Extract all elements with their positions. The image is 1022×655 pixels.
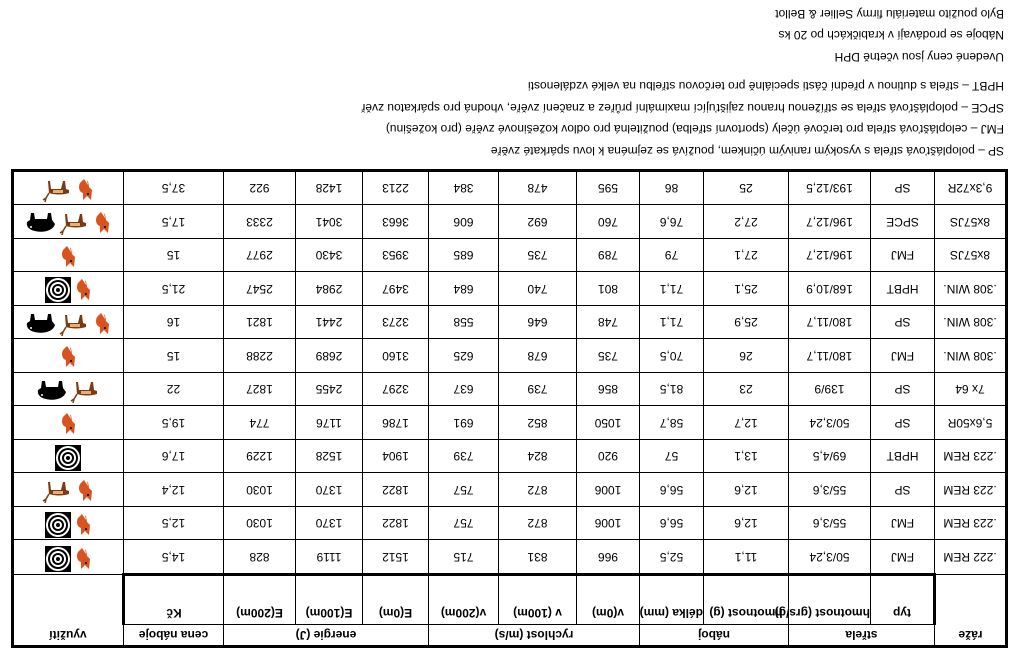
usage-cell — [13, 339, 124, 373]
deer-icon — [71, 375, 101, 404]
usage-cell — [13, 440, 124, 474]
table-cell: 2333 — [224, 205, 296, 239]
table-cell: 748 — [577, 306, 640, 340]
table-cell: 824 — [499, 440, 577, 474]
footnote-spce: SPCE – poloplášťová střela se stříženou hranou zajišťující maximální průřez a značení zvěře, vhodná pro spárkatou zvěř — [361, 101, 1004, 115]
deer-icon — [43, 475, 73, 504]
target-icon — [45, 509, 71, 538]
usage-cell — [13, 205, 124, 239]
fox-icon — [60, 342, 78, 369]
table-cell: 637 — [429, 373, 499, 407]
table-cell: 1827 — [224, 373, 296, 407]
table-cell: 920 — [577, 440, 640, 474]
table-cell: 735 — [577, 339, 640, 373]
table-row — [13, 373, 1007, 407]
fox-icon — [76, 476, 94, 503]
table-cell: 684 — [429, 272, 499, 306]
table-cell: 3663 — [363, 205, 429, 239]
table-cell: 7x 64 — [935, 373, 1007, 407]
table-cell: 3430 — [296, 239, 363, 273]
header-raze: ráže — [935, 575, 1007, 647]
table-cell: 180/11,7 — [789, 306, 871, 340]
footnote-fmj: FMJ – celoplášťová střela pro terčové účely (sportovní střelba) použitelná pro odlov kožešinové zvěře (pro kožešinu) — [385, 122, 1004, 137]
fox-icon — [74, 275, 92, 302]
table-cell: 789 — [577, 239, 640, 273]
table-cell: 692 — [499, 205, 577, 239]
table-cell: 16 — [124, 306, 224, 340]
table-cell: 739 — [499, 373, 577, 407]
table-cell: 168/10,9 — [789, 272, 871, 306]
footnote-prices: Uvedené ceny jsou včetně DPH — [834, 50, 1004, 64]
table-cell: 56,6 — [640, 507, 704, 541]
table-cell: 86 — [640, 171, 704, 206]
table-cell: 1370 — [296, 507, 363, 541]
table-cell: SPCE — [871, 205, 935, 239]
table-row — [13, 440, 1007, 474]
header-rychlost: rychlost (m/s) — [429, 625, 640, 647]
table-cell: 25,1 — [704, 272, 789, 306]
table-cell: FMJ — [871, 339, 935, 373]
table-cell: 678 — [499, 339, 577, 373]
table-cell: 8x57JS — [935, 239, 1007, 273]
usage-cell — [13, 507, 124, 541]
header-naboj: náboj — [640, 625, 789, 647]
table-cell: 3297 — [363, 373, 429, 407]
table-cell: 1006 — [577, 473, 640, 507]
table-cell: 57 — [640, 440, 704, 474]
table-cell: 1006 — [577, 507, 640, 541]
table-cell: 12,6 — [704, 507, 789, 541]
fox-icon — [74, 544, 92, 571]
table-cell: 646 — [499, 306, 577, 340]
footnote-sp: SP – poloplášťová střela s vysokým ranivým účinkem, používá se zejména k lovu spárkaté zvěře — [490, 144, 1004, 158]
table-cell: FMJ — [871, 540, 935, 575]
table-cell: 2547 — [224, 272, 296, 306]
usage-cell — [13, 373, 124, 407]
table-cell: 25,9 — [704, 306, 789, 340]
table-cell: 27,1 — [704, 239, 789, 273]
table-cell: 774 — [224, 406, 296, 440]
table-cell: 760 — [577, 205, 640, 239]
table-cell: 22 — [124, 373, 224, 407]
table-row — [13, 239, 1007, 273]
table-cell: 3497 — [363, 272, 429, 306]
header-vyuziti: využití — [13, 575, 124, 647]
table-cell: 828 — [224, 540, 296, 575]
table-row — [13, 339, 1007, 373]
table-cell: 17,5 — [124, 205, 224, 239]
table-cell: 1119 — [296, 540, 363, 575]
table-cell: 1428 — [296, 171, 363, 206]
table-cell: 9,3x72R — [935, 171, 1007, 206]
table-row — [13, 540, 1007, 575]
usage-cell — [13, 306, 124, 340]
table-row — [13, 205, 1007, 239]
target-icon — [56, 442, 82, 471]
table-cell: 69/4,5 — [789, 440, 871, 474]
table-cell: FMJ — [871, 507, 935, 541]
table-cell: 1050 — [577, 406, 640, 440]
table-cell: 739 — [429, 440, 499, 474]
table-cell: 1822 — [363, 473, 429, 507]
fox-icon — [74, 510, 92, 537]
table-cell: 478 — [499, 171, 577, 206]
sub-header-7: E(0m) — [363, 575, 429, 625]
table-cell: 691 — [429, 406, 499, 440]
header-cena: cena náboje — [124, 625, 224, 647]
table-cell: 58,7 — [640, 406, 704, 440]
table-cell: 740 — [499, 272, 577, 306]
table-cell: 196/12,7 — [789, 205, 871, 239]
table-cell: 922 — [224, 171, 296, 206]
table-cell: 1370 — [296, 473, 363, 507]
table-cell: 193/12,5 — [789, 171, 871, 206]
fox-icon — [76, 175, 94, 202]
table-cell: 625 — [429, 339, 499, 373]
table-cell: 70,5 — [640, 339, 704, 373]
table-cell: 180/11,7 — [789, 339, 871, 373]
sub-header-6: v(200m) — [429, 575, 499, 625]
usage-cell — [13, 171, 124, 206]
table-cell: .308 WIN. — [935, 306, 1007, 340]
sub-header-row — [13, 575, 1007, 625]
table-cell: 5,6x50R — [935, 406, 1007, 440]
sub-header-3: délka (mm) — [640, 575, 704, 625]
table-cell: SP — [871, 373, 935, 407]
table-cell: 1512 — [363, 540, 429, 575]
table-cell: 21,5 — [124, 272, 224, 306]
table-cell: .222 REM — [935, 540, 1007, 575]
footnote-packs: Náboje se prodávají v krabičkách po 20 ks — [778, 28, 1004, 43]
sub-header-0: typ — [871, 575, 935, 625]
table-cell: 15 — [124, 339, 224, 373]
table-cell: 966 — [577, 540, 640, 575]
table-row — [13, 507, 1007, 541]
table-cell: 2455 — [296, 373, 363, 407]
table-cell: 56,6 — [640, 473, 704, 507]
table-cell: .223 REM — [935, 473, 1007, 507]
table-cell: 1030 — [224, 473, 296, 507]
footnote-gap — [14, 67, 1004, 75]
sub-header-8: E(100m) — [296, 575, 363, 625]
table-cell: 76,6 — [640, 205, 704, 239]
table-cell: 14,5 — [124, 540, 224, 575]
table-cell: SP — [871, 171, 935, 206]
table-cell: 715 — [429, 540, 499, 575]
table-cell: 196/12,7 — [789, 239, 871, 273]
table-cell: 606 — [429, 205, 499, 239]
fox-icon — [60, 409, 78, 436]
usage-cell — [13, 406, 124, 440]
table-cell: 8x57JS — [935, 205, 1007, 239]
table-cell: 17,6 — [124, 440, 224, 474]
table-cell: SP — [871, 306, 935, 340]
table-row — [13, 306, 1007, 340]
table-cell: 15 — [124, 239, 224, 273]
table-row — [13, 406, 1007, 440]
table-cell: 55/3,6 — [789, 473, 871, 507]
table-cell: 23 — [704, 373, 789, 407]
table-cell: 27,2 — [704, 205, 789, 239]
table-cell: HPBT — [871, 440, 935, 474]
table-cell: 2984 — [296, 272, 363, 306]
table-cell: 12,7 — [704, 406, 789, 440]
table-cell: 872 — [499, 507, 577, 541]
table-cell: 685 — [429, 239, 499, 273]
table-cell: 831 — [499, 540, 577, 575]
usage-cell — [13, 239, 124, 273]
table-cell: 3041 — [296, 205, 363, 239]
usage-cell — [13, 272, 124, 306]
table-cell: 50/3,24 — [789, 406, 871, 440]
table-cell: FMJ — [871, 239, 935, 273]
table-cell: 13,1 — [704, 440, 789, 474]
table-cell: 55/3,6 — [789, 507, 871, 541]
footnote-hpbt: HPBT – střela s dutinou v přední části speciálně pro terčovou střelbu na velké vzdálenosti — [527, 79, 1004, 94]
table-cell: 26 — [704, 339, 789, 373]
table-cell: 852 — [499, 406, 577, 440]
table-cell: 2689 — [296, 339, 363, 373]
target-icon — [45, 543, 71, 572]
fox-icon — [94, 208, 112, 235]
table-cell: 757 — [429, 473, 499, 507]
fox-icon — [60, 242, 78, 269]
table-cell: SP — [871, 473, 935, 507]
table-cell: 25 — [704, 171, 789, 206]
sub-header-9: E(200m) — [224, 575, 296, 625]
table-cell: 3160 — [363, 339, 429, 373]
table-cell: 2977 — [224, 239, 296, 273]
ammo-table — [11, 169, 1008, 648]
header-energie: energie (J) — [224, 625, 429, 647]
table-cell: 801 — [577, 272, 640, 306]
sub-header-4: v(0m) — [577, 575, 640, 625]
table-cell: 11,1 — [704, 540, 789, 575]
table-cell: 735 — [499, 239, 577, 273]
table-cell: 12,6 — [704, 473, 789, 507]
sub-header-5: v (100m) — [499, 575, 577, 625]
table-cell: .308 WIN. — [935, 339, 1007, 373]
table-cell: 3953 — [363, 239, 429, 273]
fox-icon — [94, 309, 112, 336]
table-row — [13, 272, 1007, 306]
table-cell: 1821 — [224, 306, 296, 340]
table-cell: 1786 — [363, 406, 429, 440]
table-cell: 1030 — [224, 507, 296, 541]
table-cell: .223 REM — [935, 507, 1007, 541]
table-cell: 12,4 — [124, 473, 224, 507]
table-cell: 52,5 — [640, 540, 704, 575]
table-cell: 50/3,24 — [789, 540, 871, 575]
table-cell: 558 — [429, 306, 499, 340]
table-row — [13, 171, 1007, 206]
table-cell: SP — [871, 406, 935, 440]
table-cell: 2441 — [296, 306, 363, 340]
group-header-row — [13, 625, 1007, 647]
deer-icon — [43, 174, 73, 203]
table-cell: 79 — [640, 239, 704, 273]
table-cell: 856 — [577, 373, 640, 407]
sub-header-10: Kč — [124, 575, 224, 625]
table-cell: 595 — [577, 171, 640, 206]
table-cell: 384 — [429, 171, 499, 206]
table-cell: 1176 — [296, 406, 363, 440]
table-row — [13, 473, 1007, 507]
table-body — [13, 171, 1007, 575]
table-cell: 1822 — [363, 507, 429, 541]
usage-cell — [13, 473, 124, 507]
usage-cell — [13, 540, 124, 575]
table-cell: 37,5 — [124, 171, 224, 206]
sub-header-2: hmotnost (g) — [704, 575, 789, 625]
header-strela: střela — [789, 625, 935, 647]
table-cell: 1904 — [363, 440, 429, 474]
boar-icon — [36, 375, 68, 404]
footnote-material: Bylo použito materiálu firmy Sellier & Bellot — [775, 7, 1004, 21]
deer-icon — [61, 207, 91, 236]
table-cell: 757 — [429, 507, 499, 541]
target-icon — [45, 274, 71, 303]
deer-icon — [61, 308, 91, 337]
table-cell: 139/9 — [789, 373, 871, 407]
footnotes — [14, 3, 1004, 162]
table-cell: 19,5 — [124, 406, 224, 440]
boar-icon — [26, 207, 58, 236]
table-cell: .223 REM — [935, 440, 1007, 474]
table-cell: 81,5 — [640, 373, 704, 407]
boar-icon — [26, 308, 58, 337]
table-cell: 71,1 — [640, 272, 704, 306]
table-cell: 872 — [499, 473, 577, 507]
table-cell: 2213 — [363, 171, 429, 206]
table-cell: 3273 — [363, 306, 429, 340]
table-cell: .308 WIN. — [935, 272, 1007, 306]
table-cell: 71,1 — [640, 306, 704, 340]
table-cell: 1528 — [296, 440, 363, 474]
table-cell: 1229 — [224, 440, 296, 474]
table-cell: HPBT — [871, 272, 935, 306]
sub-header-1: hmotnost (grs/g) — [789, 575, 871, 625]
table-cell: 2288 — [224, 339, 296, 373]
table-cell: 12,5 — [124, 507, 224, 541]
